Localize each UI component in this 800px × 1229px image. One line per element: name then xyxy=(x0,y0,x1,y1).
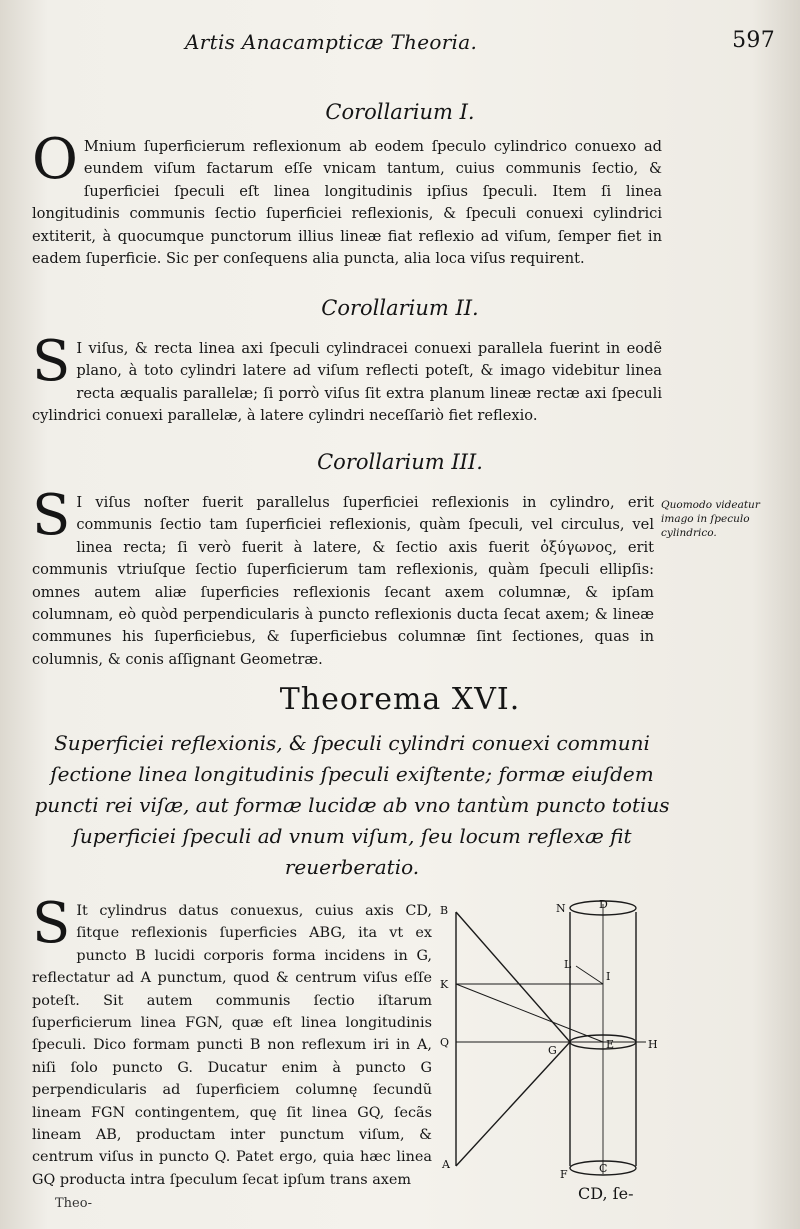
theorem-statement: Superficiei reflexionis, & ſpeculi cylindri conuexi communi ſectione linea longitudinis ſpeculi exiſtente; formæ eiuſdem puncti rei viſæ, aut formæ lucidæ ab vno tantùm puncto totius ſuperficiei ſpeculi ad vnum viſum, ſeu locum reflexæ fit reuerberatio. xyxy=(34,731,670,879)
corollary-3-dropcap: S xyxy=(32,483,71,548)
proof-text: It cylindrus datus conuexus, cuius axis CD, ſitque reflexionis ſuperficies ABG, ita vt ex puncto B lucidi corporis forma incidens in G, reflectatur ad A punctum, quod & centrum viſus eſſe poteſt. Sit autem communis ſectio iſtarum ſuperficierum linea FGN, quæ eſt linea longitudinis ſpeculi. Dico formam puncti B non reflexum iri in A, niſi ſolo puncto G. Ducatur enim à puncto G perpendicularis ad ſuperficiem columnę ſecundũ lineam FGN contingentem, quę ſit linea GQ, ſecãs lineam AB, productam inter punctum viſum, & centrum viſus in puncto Q. Patet ergo, quia hæc linea GQ producta intra ſpeculum ſecat ipſum trans axem xyxy=(32,903,432,1188)
running-header xyxy=(185,30,775,54)
corollary-3-heading: Corollarium III. xyxy=(317,450,483,474)
page-number: 597 xyxy=(732,28,775,53)
theorem-title: Theorema XVI. xyxy=(279,682,521,717)
corollary-2-dropcap: S xyxy=(32,329,71,394)
proof-body xyxy=(32,891,432,1191)
corollary-1-dropcap: O xyxy=(32,127,78,192)
line-LI xyxy=(576,966,603,984)
corollary-1-body xyxy=(32,127,662,270)
corollary-2-heading: Corollarium II. xyxy=(321,296,479,320)
label-E: E xyxy=(606,1038,615,1051)
label-N: N xyxy=(556,902,566,915)
corollary-2-body xyxy=(32,329,662,428)
label-G: G xyxy=(548,1044,557,1057)
line-KE xyxy=(456,984,603,1042)
line-AG xyxy=(456,1042,570,1166)
label-I: I xyxy=(606,970,611,983)
label-H: H xyxy=(648,1038,658,1051)
catchword-left: Theo- xyxy=(55,1196,92,1211)
corollary-1-heading: Corollarium I. xyxy=(325,100,475,124)
catchword-right: CD, ſe- xyxy=(578,1184,634,1203)
margin-note: Quomodo videatur imago in ſpeculo cylindrico. xyxy=(661,499,760,539)
label-B: B xyxy=(440,904,449,917)
corollary-3-text: I viſus noſter fuerit parallelus ſuperficiei reflexionis in cylindro, erit communis ſectio tam ſuperficiei reflexionis, quàm ſpeculi, vel circulus, vel linea recta; ſi verò fuerit à latere, & ſectio axis fuerit ὀξύγωνος, erit communis vtriuſque ſectio ſuperficierum tam reflexionis, quàm ſpeculi ellipſis: omnes autem aliæ ſuperficies reflexionis ſecant axem columnæ, & ipſam columnam, eò quòd perpendicularis à puncto reflexionis ducta ſecat axem; & lineæ communes his ſuperficiebus, & ſuperficiebus columnæ ſint ſectiones, quas in columnis, & conis aſſignant Geometræ. xyxy=(32,494,654,668)
corollary-3-body xyxy=(32,483,654,671)
label-D: D xyxy=(599,898,608,911)
label-K: K xyxy=(440,978,449,991)
label-Q: Q xyxy=(440,1036,450,1049)
label-F: F xyxy=(560,1168,568,1181)
label-C: C xyxy=(599,1162,608,1175)
header-title: Artis Anacampticæ Theoria. xyxy=(185,30,478,54)
corollary-2-text: I viſus, & recta linea axi ſpeculi cylindracei conuexi parallela fuerint in eodẽ plano, à toto cylindri latere ad viſum reflecti poteſt, & imago videbitur linea recta æqualis parallelæ; ſi porrò viſus ſit extra planum lineæ rectæ axi ſpeculi cylindrici conuexi parallelæ, à latere cylindri neceſſariò fiet reflexio. xyxy=(32,340,662,425)
cylinder-reflection-diagram xyxy=(436,896,672,1186)
label-L: L xyxy=(564,958,572,971)
proof-dropcap: S xyxy=(32,891,71,956)
label-A: A xyxy=(442,1158,450,1171)
corollary-1-text: Mnium ſuperficierum reflexionum ab eodem ſpeculo cylindrico conuexo ad eundem viſum factarum eſſe vnicam tantum, cuius communis ſectio, & ſuperficiei ſpeculi eſt linea longitudinis ipſius ſpeculi. Item ſi linea longitudinis communis ſectio ſuperficiei reflexionis, & ſpeculi conuexi cylindrici extiterit, à quocumque punctorum illius lineæ fiat reflexio ad viſum, ſemper fiet in eadem ſuperficie. Sic per conſequens alia puncta, alia loca viſus requirent. xyxy=(32,138,662,268)
